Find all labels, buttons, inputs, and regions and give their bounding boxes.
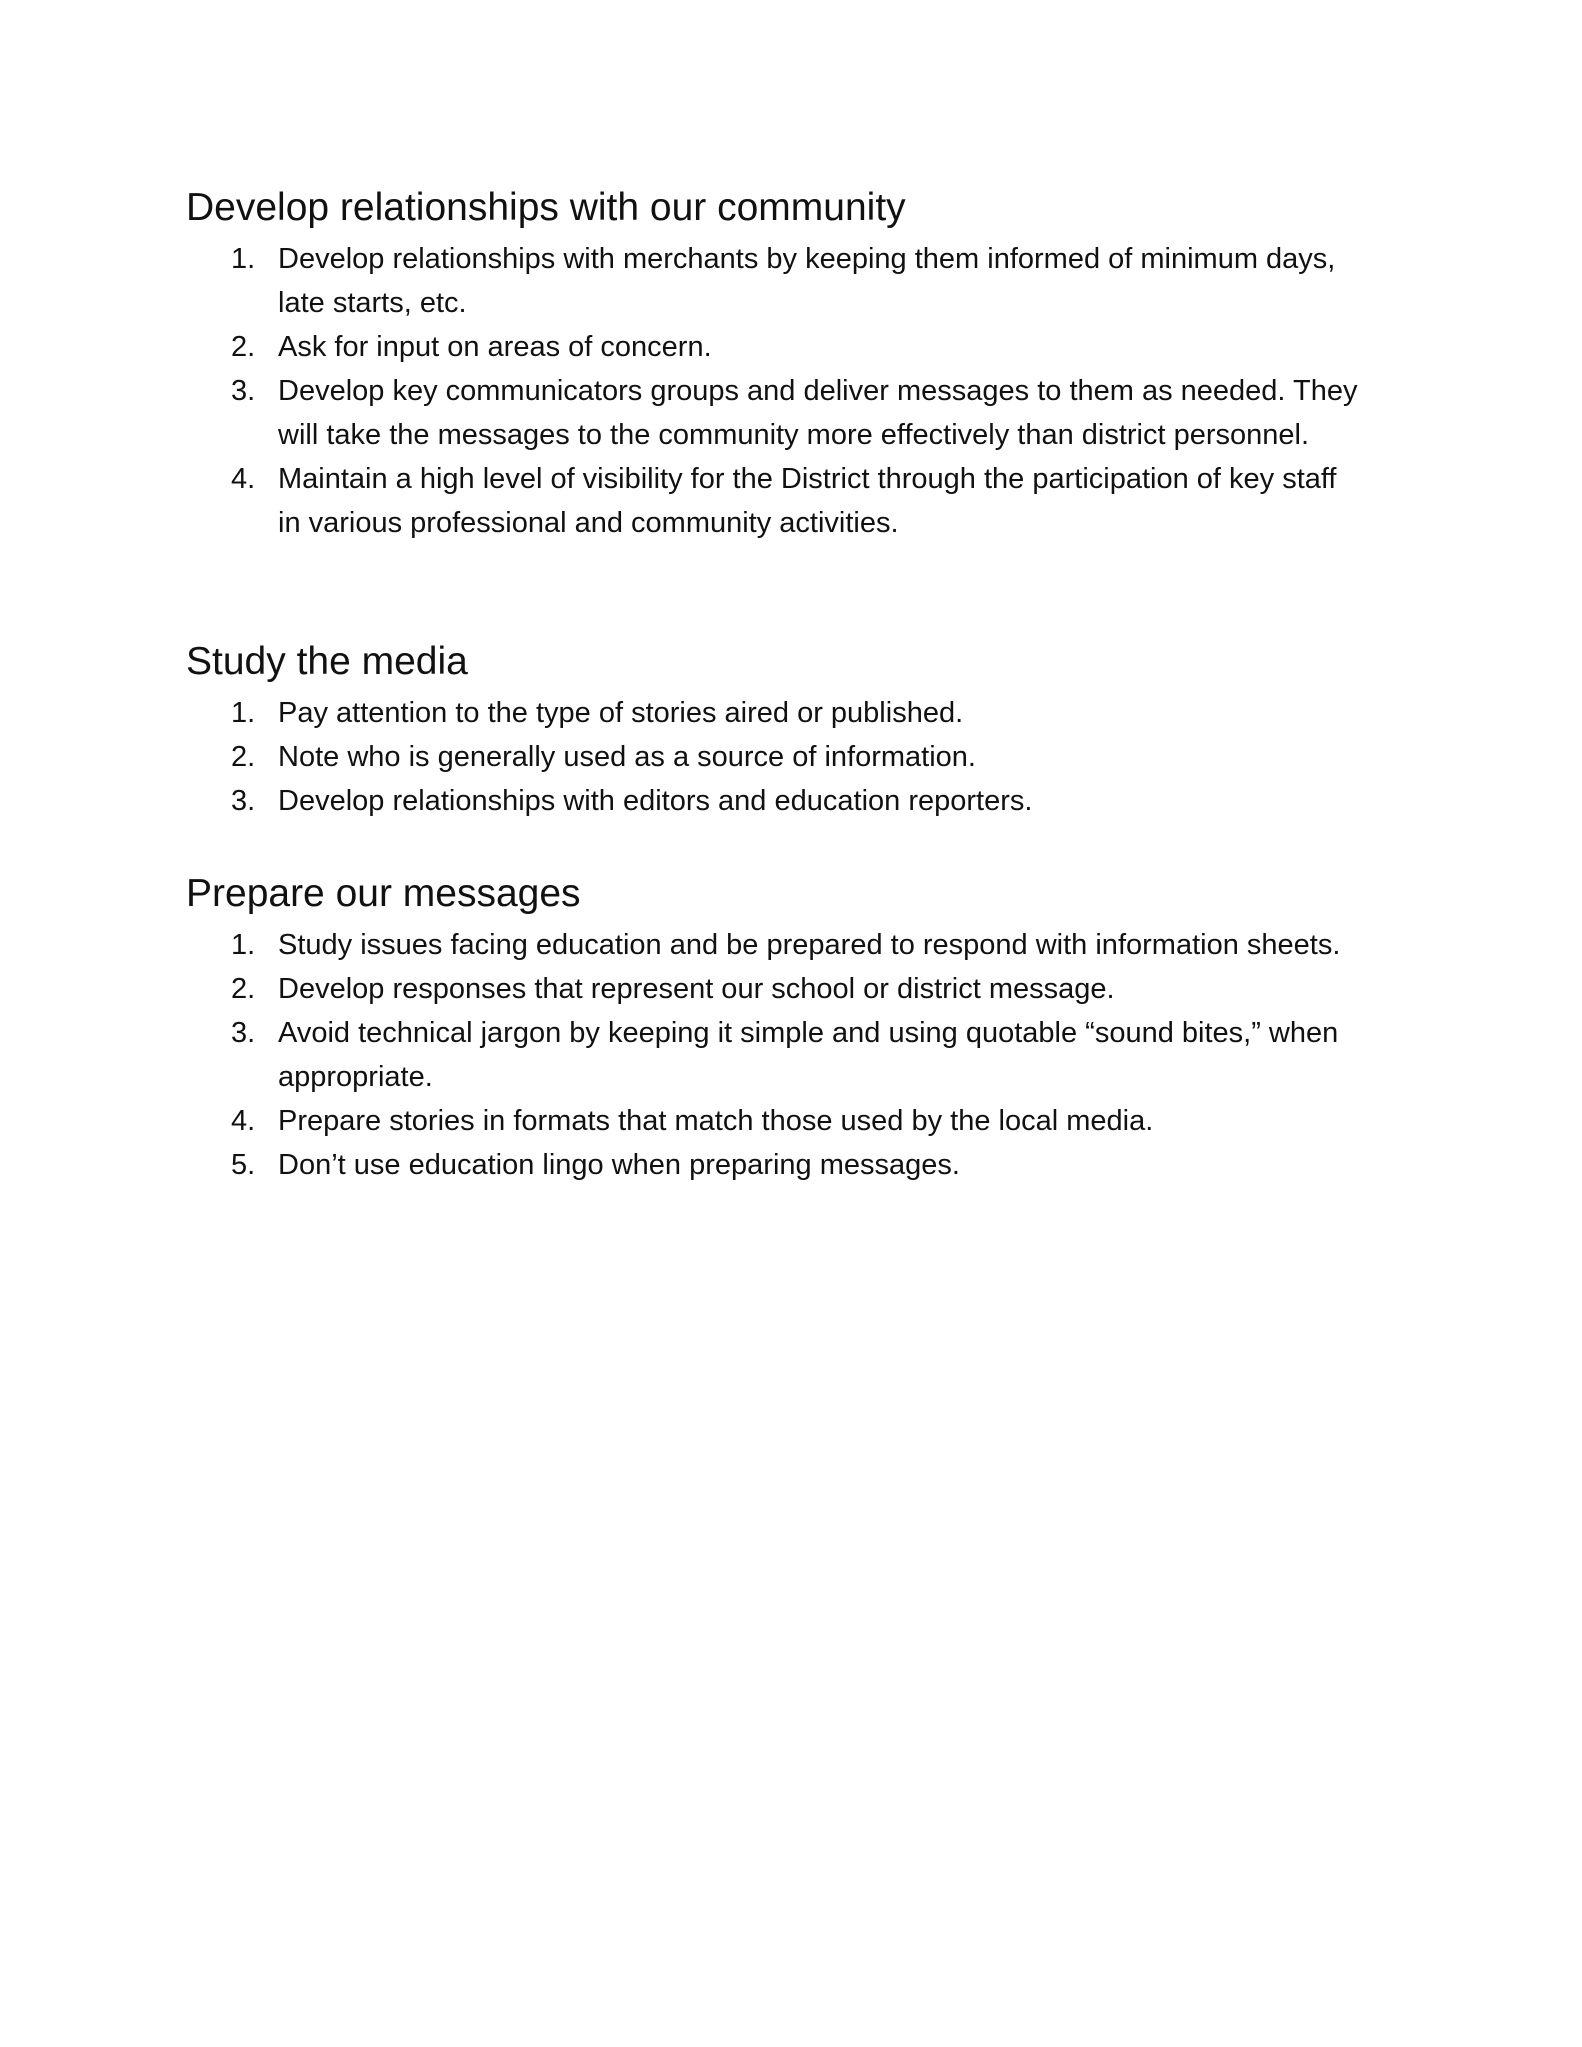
list-item-text: Note who is generally used as a source of information. bbox=[278, 741, 976, 773]
list-number: 3. bbox=[231, 1017, 256, 1049]
section-title: Develop relationships with our community bbox=[186, 186, 906, 229]
section-title: Study the media bbox=[186, 640, 468, 683]
list-number: 4. bbox=[231, 1105, 256, 1137]
list-item-text: Develop relationships with merchants by keeping them informed of minimum days, late starts, etc. bbox=[278, 243, 1336, 319]
section-media bbox=[186, 638, 1386, 823]
list-item bbox=[186, 1011, 1386, 1099]
list-number: 4. bbox=[231, 463, 256, 495]
list-item bbox=[186, 1099, 1386, 1143]
list-item-text: Develop key communicators groups and deliver messages to them as needed. They will take the messages to the community more effectively than district personnel. bbox=[278, 375, 1358, 451]
list-item-text: Ask for input on areas of concern. bbox=[278, 331, 712, 363]
list-number: 3. bbox=[231, 375, 256, 407]
list-item-text: Develop responses that represent our school or district message. bbox=[278, 973, 1115, 1005]
section-title: Prepare our messages bbox=[186, 872, 581, 915]
section-community bbox=[186, 184, 1386, 545]
list-number: 5. bbox=[231, 1149, 256, 1181]
numbered-list bbox=[186, 923, 1386, 1187]
list-item-text: Avoid technical jargon by keeping it simple and using quotable “sound bites,” when appropriate. bbox=[278, 1017, 1339, 1093]
list-item-text: Pay attention to the type of stories aired or published. bbox=[278, 697, 964, 729]
list-item bbox=[186, 457, 1386, 545]
list-number: 2. bbox=[231, 741, 256, 773]
list-number: 3. bbox=[231, 785, 256, 817]
list-item bbox=[186, 369, 1386, 457]
list-number: 1. bbox=[231, 929, 256, 961]
list-number: 1. bbox=[231, 697, 256, 729]
list-number: 2. bbox=[231, 331, 256, 363]
list-number: 2. bbox=[231, 973, 256, 1005]
list-item bbox=[186, 691, 1386, 735]
list-item-text: Don’t use education lingo when preparing messages. bbox=[278, 1149, 960, 1181]
list-item bbox=[186, 237, 1386, 325]
list-item-text: Develop relationships with editors and education reporters. bbox=[278, 785, 1033, 817]
list-item-text: Prepare stories in formats that match those used by the local media. bbox=[278, 1105, 1154, 1137]
list-item bbox=[186, 923, 1386, 967]
list-item-text: Study issues facing education and be prepared to respond with information sheets. bbox=[278, 929, 1341, 961]
list-item bbox=[186, 1143, 1386, 1187]
section-messages bbox=[186, 870, 1386, 1187]
list-item bbox=[186, 735, 1386, 779]
list-item bbox=[186, 967, 1386, 1011]
list-item bbox=[186, 325, 1386, 369]
numbered-list bbox=[186, 237, 1386, 545]
list-number: 1. bbox=[231, 243, 256, 275]
list-item-text: Maintain a high level of visibility for the District through the participation of key staff in various professional and community activities. bbox=[278, 463, 1337, 539]
list-item bbox=[186, 779, 1386, 823]
numbered-list bbox=[186, 691, 1386, 823]
